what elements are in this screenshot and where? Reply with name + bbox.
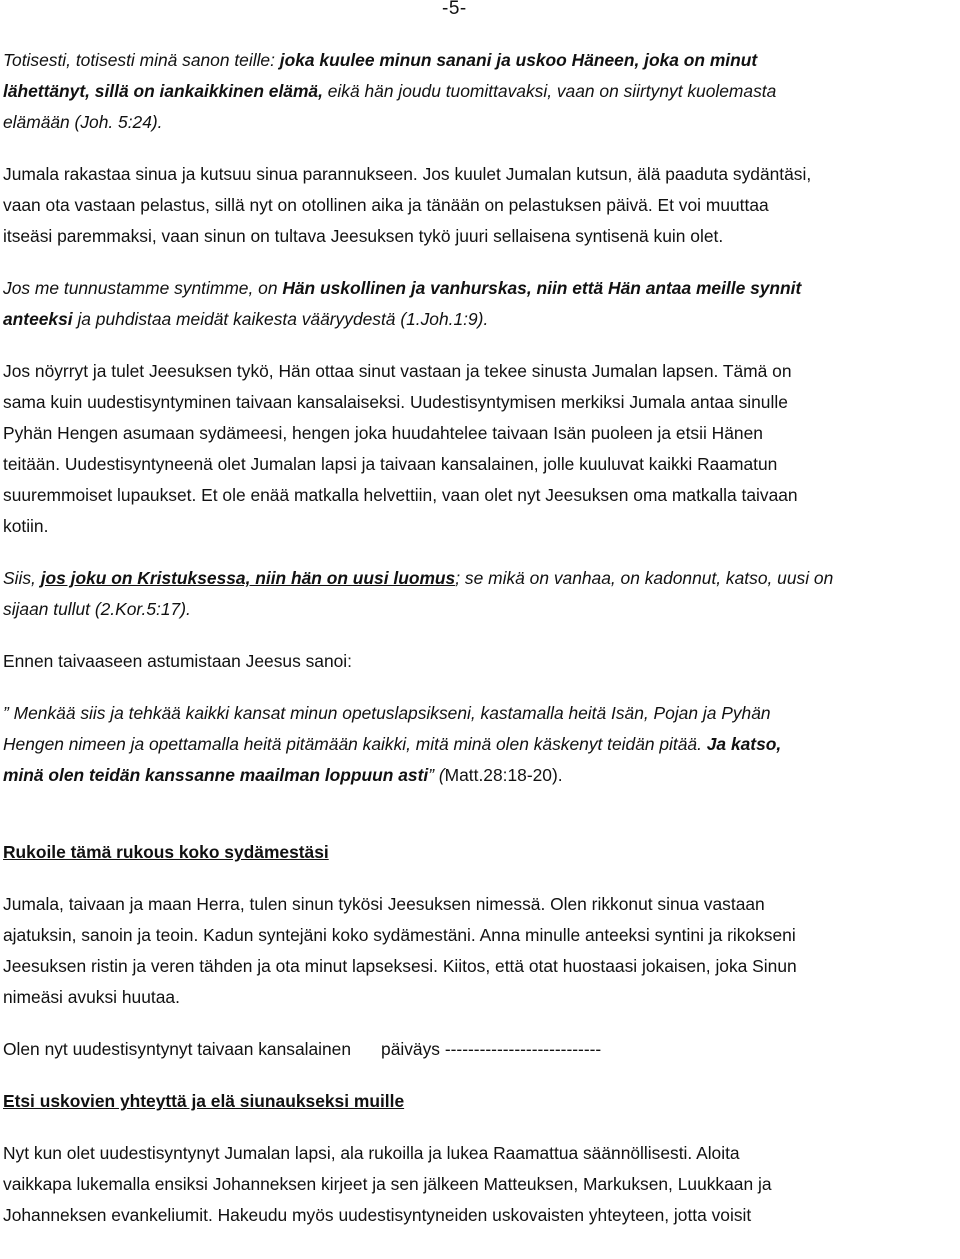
text: ” Menkää siis ja tehkää kaikki kansat minun opetuslapsikseni, kastamalla heitä Isän, Pojan ja Pyhän [3,703,771,723]
text-emphasis: minä olen teidän kanssanne maailman loppuun asti [3,765,429,785]
text: Totisesti, totisesti minä sanon teille: [3,50,280,70]
text: Olen nyt uudestisyntynyt taivaan kansalainen [3,1039,352,1059]
text-emphasis: lähettänyt, sillä on iankaikkinen elämä, [3,81,323,101]
text: sama kuin uudestisyntyminen taivaan kansalaiseksi. Uudestisyntymisen merkiksi Jumala antaa sinulle [3,392,788,412]
text: eikä hän joudu tuomittavaksi, vaan on siirtynyt kuolemasta [322,81,777,101]
text: Jumala, taivaan ja maan Herra, tulen sinun tykösi Jeesuksen nimessä. Olen rikkonut sinua vastaan [3,894,765,914]
text-emphasis: joka kuulee minun sanani ja uskoo Häneen, joka on minut [279,50,758,70]
text: Hengen nimeen ja opettamalla heitä pitämään kaikki, mitä minä olen käskenyt teidän pitää. [3,734,707,754]
text: ja puhdistaa meidät kaikesta vääryydestä (1.Joh.1:9). [72,309,489,329]
paragraph-rebirth [3,356,958,542]
text: itseäsi paremmaksi, vaan sinun on tultava Jeesuksen tykö juuri sellaisena syntisenä kuin olet. [3,226,724,246]
section-heading: Rukoile tämä rukous koko sydämestäsi [3,842,329,862]
text: ; se mikä on vanhaa, on kadonnut, katso, uusi on [455,568,834,588]
heading-prayer [3,837,958,868]
text: Matt.28:18-20). [444,765,563,785]
paragraph-matt-28 [3,698,958,791]
date-field-label: päiväys --------------------------- [381,1039,602,1059]
paragraph-next-steps [3,1138,958,1231]
text-emphasis: Ja katso, [706,734,782,754]
text: vaan ota vastaan pelastus, sillä nyt on otollinen aika ja tänään on pelastuksen päivä. Et voi muuttaa [3,195,769,215]
text: teitään. Uudestisyntyneenä olet Jumalan lapsi ja taivaan kansalainen, jolle kuuluvat kaikki Raamatun [3,454,778,474]
text: elämään (Joh. 5:24). [3,112,163,132]
paragraph-1-john-1-9 [3,273,958,335]
text: Johanneksen evankeliumit. Hakeudu myös uudestisyntyneiden uskovaisten yhteyteen, jotta voisit [3,1205,752,1225]
section-heading: Etsi uskovien yhteyttä ja elä siunaukseksi muille [3,1091,405,1111]
paragraph-invitation [3,159,958,252]
text: ” ( [428,765,445,785]
text-emphasis: Hän uskollinen ja vanhurskas, niin että Hän antaa meille synnit [282,278,802,298]
text: nimeäsi avuksi huutaa. [3,987,180,1007]
text: Pyhän Hengen asumaan sydämeesi, hengen joka huudahtelee taivaan Isän puoleen ja etsii Hänen [3,423,763,443]
paragraph-john-5-24 [3,45,958,138]
text: Siis, [3,568,41,588]
text: suuremmoiset lupaukset. Et ole enää matkalla helvettiin, vaan olet nyt Jeesuksen oma matkalla taivaan [3,485,798,505]
text: Jos me tunnustamme syntimme, on [3,278,283,298]
text: Jeesuksen ristin ja veren tähden ja ota minut lapseksesi. Kiitos, että otat huostaasi jokaisen, joka Sinun [3,956,797,976]
text-emphasis: jos joku on Kristuksessa, niin hän on uusi luomus [40,568,456,588]
heading-fellowship [3,1086,958,1117]
text: ajatuksin, sanoin ja teoin. Kadun syntejäni koko sydämestäni. Anna minulle anteeksi syntini ja rikokseni [3,925,796,945]
text: Jumala rakastaa sinua ja kutsuu sinua parannukseen. Jos kuulet Jumalan kutsun, älä paaduta sydäntäsi, [3,164,812,184]
text-emphasis: anteeksi [3,309,73,329]
text: Ennen taivaaseen astumistaan Jeesus sanoi: [3,651,353,671]
text: Jos nöyrryt ja tulet Jeesuksen tykö, Hän ottaa sinut vastaan ja tekee sinusta Jumalan lapsen. Tämä on [3,361,792,381]
paragraph-prayer [3,889,958,1013]
text: kotiin. [3,516,49,536]
paragraph-2-cor-5-17 [3,563,958,625]
document-body [3,45,958,1252]
paragraph-intro-commission [3,646,958,677]
text: Nyt kun olet uudestisyntynyt Jumalan lapsi, ala rukoilla ja lukea Raamattua säännöllisesti. Aloita [3,1143,740,1163]
text: sijaan tullut (2.Kor.5:17). [3,599,191,619]
page-number: -5- [442,0,467,19]
text: vaikkapa lukemalla ensiksi Johanneksen kirjeet ja sen jälkeen Matteuksen, Markuksen, Luukkaan ja [3,1174,772,1194]
paragraph-signature-line [3,1034,958,1065]
